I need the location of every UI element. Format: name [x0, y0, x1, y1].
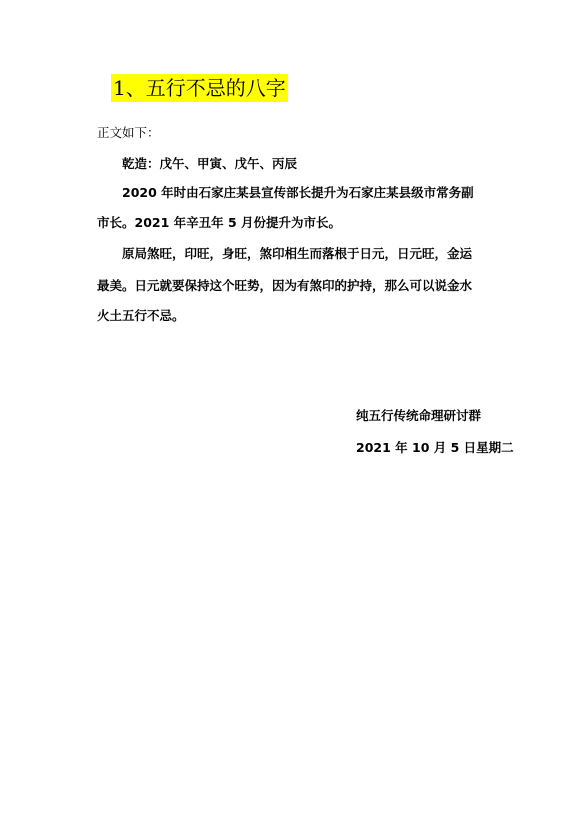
signature-group: 纯五行传统命理研讨群: [356, 408, 482, 423]
paragraph-1-line-1: 2020 年时由石家庄某县宣传部长提升为石家庄某县级市常务副: [122, 185, 474, 200]
bazi-line: 乾造：戊午、甲寅、戊午、丙辰: [122, 156, 298, 171]
paragraph-2-line-2: 最美。日元就要保持这个旺势，因为有煞印的护持，那么可以说金水: [97, 278, 473, 293]
intro-text: 正文如下：: [97, 125, 160, 140]
page-title: 1、五行不忌的八字: [113, 76, 286, 100]
signature-date: 2021 年 10 月 5 日星期二: [356, 440, 514, 455]
paragraph-2-line-3: 火土五行不忌。: [97, 308, 185, 323]
paragraph-2-line-1: 原局煞旺，印旺，身旺，煞印相生而落根于日元，日元旺，金运: [122, 246, 473, 261]
paragraph-1-line-2: 市长。2021 年辛丑年 5 月份提升为市长。: [97, 215, 342, 230]
